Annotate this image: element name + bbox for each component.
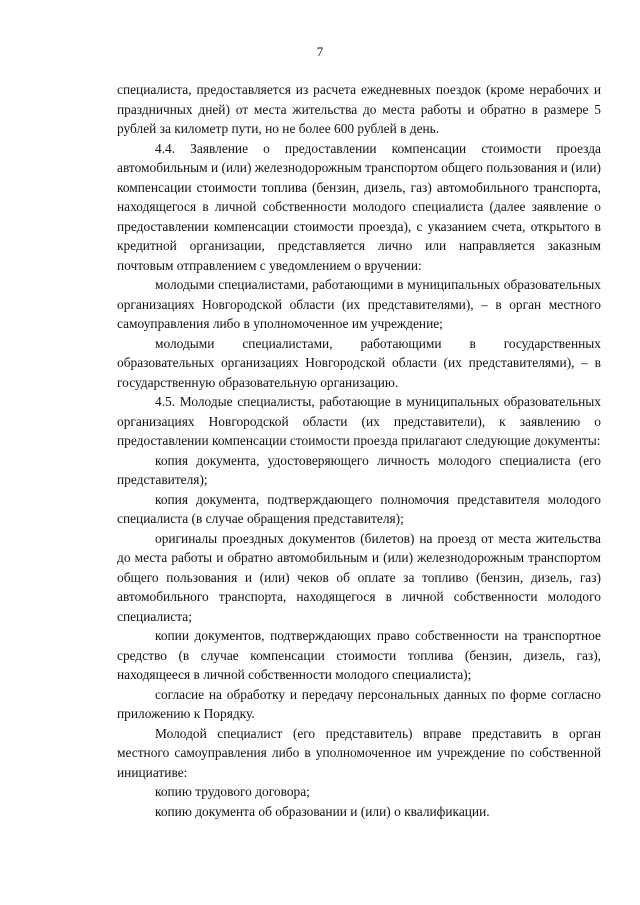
list-item-travel-documents: оригиналы проездных документов (билетов) на проезд от места жительства до места работы и обратно автомобильным и (или) железнодорожным транспортом общего пользования и (или) чеков об оплате за топливо (бензин, дизель, газ) автомобильного транспорта, находящегося в личной собственности молодого специалиста; (117, 530, 601, 624)
paragraph-4-4: 4.4. Заявление о предоставлении компенсации стоимости проезда автомобильным и (или) железнодорожным транспортом общего пользования и (или) компенсации стоимости топлива (бензин, дизель, газ) автомобильного транспорта, находящегося в личной собственности молодого специалиста (далее заявление о предоставлении компенсации стоимости проезда), с указанием счета, открытого в кредитной организации, представляется лично или направляется заказным почтовым отправлением с уведомлением о вручении: (117, 140, 601, 273)
document-body (117, 80, 601, 821)
page-number: 7 (316, 44, 324, 59)
paragraph-municipal-recipients: молодыми специалистами, работающими в муниципальных образовательных организациях Новгородской области (их представителями), – в орган местного самоуправления либо в уполномоченное им учреждение; (117, 277, 601, 331)
paragraph-4-5: 4.5. Молодые специалисты, работающие в муниципальных образовательных организациях Новгородской области (их представители), к заявлению о предоставлении компенсации стоимости проезда прилагают следующие документы: (117, 394, 601, 448)
list-item-data-consent: согласие на обработку и передачу персональных данных по форме согласно приложению к Порядку. (117, 686, 601, 721)
paragraph-own-initiative: Молодой специалист (его представитель) вправе представить в орган местного самоуправления либо в уполномоченное им учреждение по собственной инициативе: (117, 725, 601, 780)
list-item-employment-contract: копию трудового договора; (155, 784, 310, 799)
list-item-ownership-documents: копии документов, подтверждающих право собственности на транспортное средство (в случае компенсации стоимости топлива (бензин, дизель, газ), находящееся в личной собственности молодого специалиста); (117, 628, 601, 682)
list-item-authority-document: копия документа, подтверждающего полномочия представителя молодого специалиста (в случае обращения представителя); (117, 491, 601, 526)
list-item-education-document: копию документа об образовании и (или) о квалификации. (155, 803, 490, 819)
paragraph-state-recipients: молодыми специалистами, работающими в государственных образовательных организациях Новгородской области (их представителями), – в государственную образовательную организацию. (117, 335, 601, 390)
paragraph-continuation: специалиста, предоставляется из расчета ежедневных поездок (кроме нерабочих и праздничных дней) от места жительства до места работы и обратно в размере 5 рублей за километр пути, но не более 600 рублей в день. (117, 82, 601, 136)
list-item-identity-document: копия документа, удостоверяющего личность молодого специалиста (его представителя); (117, 452, 601, 487)
